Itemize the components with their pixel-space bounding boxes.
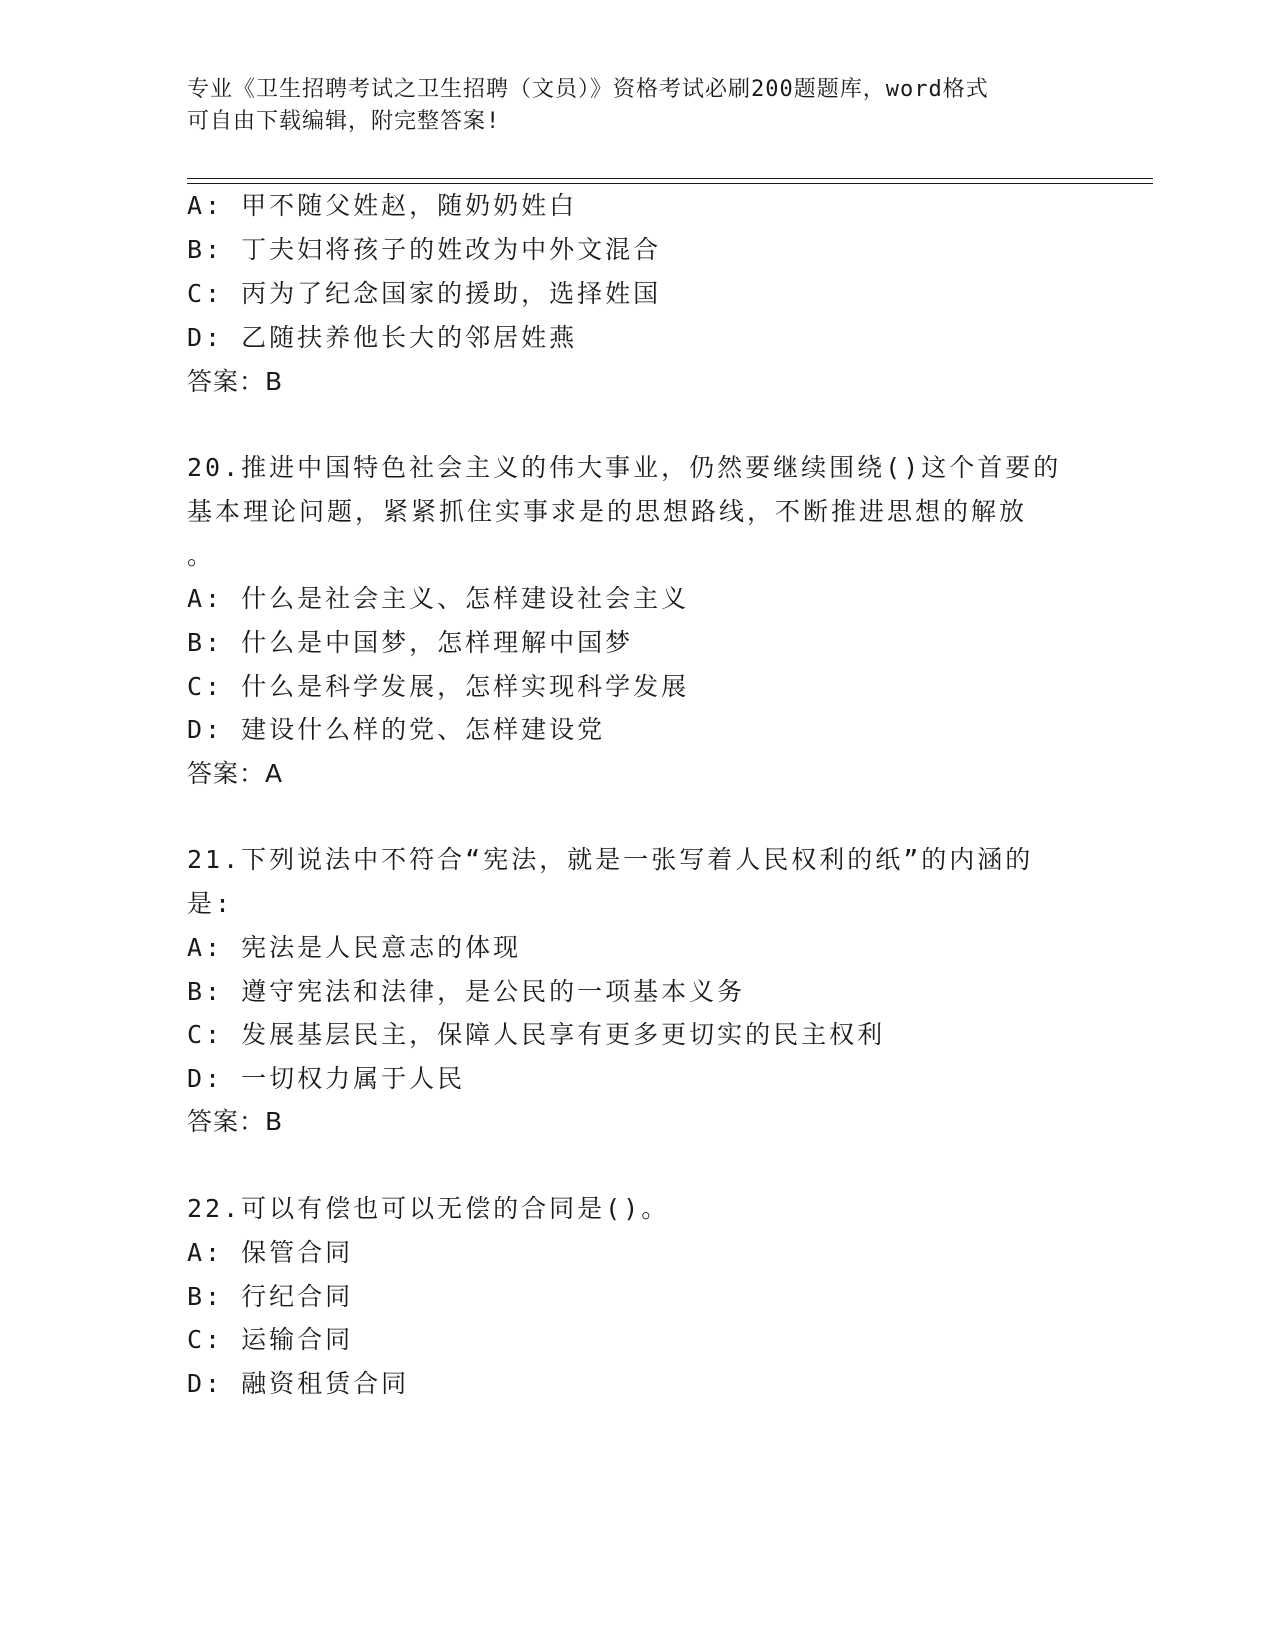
q22-option-c: C: 运输合同: [187, 1325, 354, 1354]
q21-option-c: C: 发展基层民主，保障人民享有更多更切实的民主权利: [187, 1020, 886, 1049]
q20-option-d: D: 建设什么样的党、怎样建设党: [187, 715, 606, 744]
header-line-2: 可自由下载编辑，附完整答案!: [187, 109, 501, 134]
q19-option-b: B: 丁夫妇将孩子的姓改为中外文混合: [187, 235, 662, 264]
q21-option-d: D: 一切权力属于人民: [187, 1064, 466, 1093]
q21-stem-line-1: 21.下列说法中不符合“宪法，就是一张写着人民权利的纸”的内涵的: [187, 845, 1034, 874]
q20-stem-line-1: 20.推进中国特色社会主义的伟大事业，仍然要继续围绕()这个首要的: [187, 453, 1062, 482]
header-divider-bottom: [187, 183, 1153, 184]
q21-stem-line-2: 是:: [187, 889, 234, 918]
header-line-1: 专业《卫生招聘考试之卫生招聘（文员）》资格考试必刷200题题库，word格式: [187, 77, 989, 102]
q21-option-b: B: 遵守宪法和法律，是公民的一项基本义务: [187, 977, 746, 1006]
q19-option-c: C: 丙为了纪念国家的援助，选择姓国: [187, 279, 662, 308]
q20-stem-line-3: 。: [187, 541, 216, 570]
q22-option-a: A: 保管合同: [187, 1238, 354, 1267]
q21-answer: 答案：B: [187, 1107, 284, 1136]
q20-answer: 答案：A: [187, 759, 284, 788]
q19-option-a: A: 甲不随父姓赵，随奶奶姓白: [187, 191, 578, 220]
q19-answer: 答案：B: [187, 367, 284, 396]
q19-option-d: D: 乙随扶养他长大的邻居姓燕: [187, 323, 578, 352]
q22-stem-line-1: 22.可以有偿也可以无偿的合同是()。: [187, 1194, 670, 1223]
q20-option-b: B: 什么是中国梦，怎样理解中国梦: [187, 628, 634, 657]
q20-option-c: C: 什么是科学发展，怎样实现科学发展: [187, 672, 690, 701]
q22-option-b: B: 行纪合同: [187, 1282, 354, 1311]
q21-option-a: A: 宪法是人民意志的体现: [187, 933, 522, 962]
q20-stem-line-2: 基本理论问题，紧紧抓住实事求是的思想路线，不断推进思想的解放: [187, 497, 1028, 526]
q22-option-d: D: 融资租赁合同: [187, 1369, 410, 1398]
q20-option-a: A: 什么是社会主义、怎样建设社会主义: [187, 584, 690, 613]
document-header: [187, 74, 1087, 138]
header-divider-top: [187, 178, 1153, 179]
